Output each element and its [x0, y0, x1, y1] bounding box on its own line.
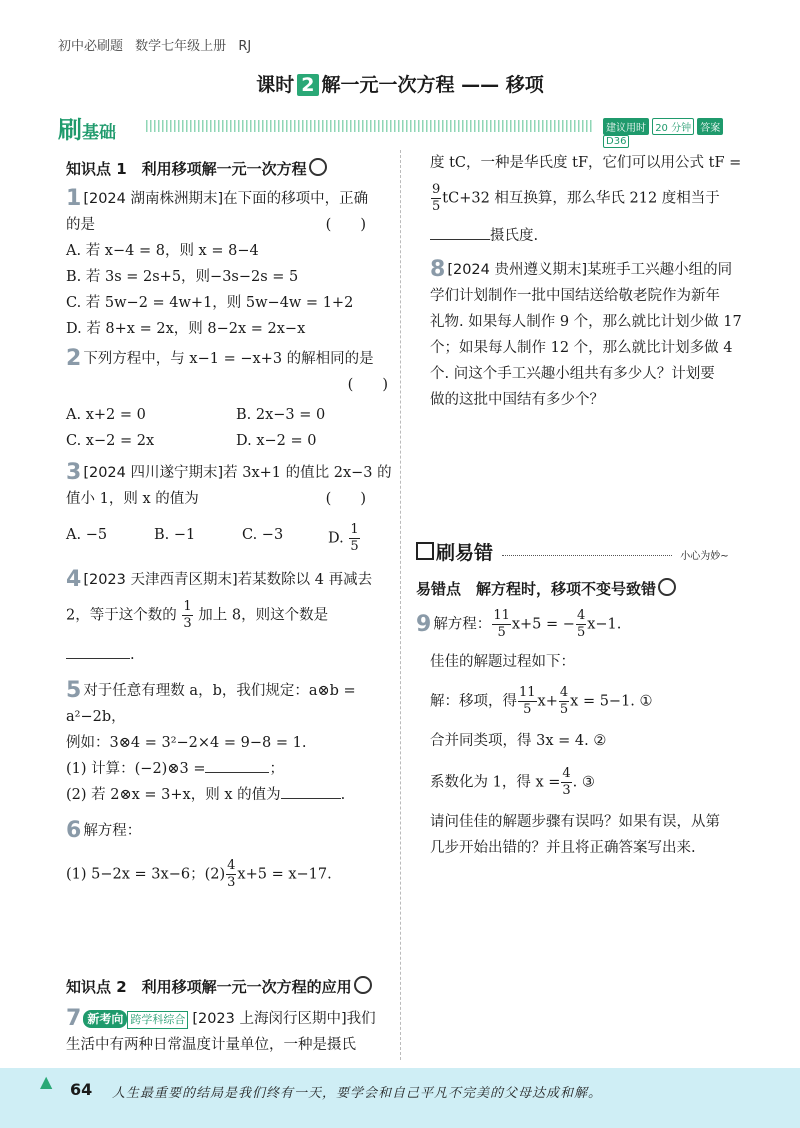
q5-blank-2[interactable]	[281, 798, 341, 799]
q3-stem-1: 若 3x+1 的值比 2x−3 的	[223, 465, 392, 481]
q9-number: 9	[416, 611, 432, 637]
q9-ask-2: 几步开始出错的？并且将正确答案写出来.	[430, 840, 696, 856]
page-footer	[0, 1068, 800, 1128]
q4-answer-blank[interactable]	[66, 658, 130, 659]
error-box-icon	[416, 542, 434, 560]
question-2	[66, 346, 396, 454]
q1-option-d: D. 若 8+x = 2x，则 8−2x = 2x−x	[66, 321, 306, 337]
kp2-text: 知识点 2 利用移项解一元一次方程的应用	[66, 978, 352, 996]
q8-line-2: 学们计划制作一批中国结送给敬老院作为新年	[430, 288, 720, 304]
question-1	[66, 186, 396, 342]
q4-fraction	[182, 599, 192, 632]
answer-label: 答案	[697, 118, 723, 135]
q1-stem-2: 的是	[66, 217, 95, 233]
time-label: 建议用时	[603, 118, 649, 135]
q1-number: 1	[66, 186, 82, 211]
error-deco-text: 小心为妙~	[680, 551, 729, 562]
q3-option-d	[328, 522, 408, 555]
check-icon	[354, 976, 372, 994]
subject-name: 数学七年级上册	[135, 39, 227, 54]
error-point	[416, 576, 756, 602]
q4-source: [2023 天津西青区期末]	[83, 572, 238, 588]
q4-frac-den: 3	[183, 616, 192, 631]
check-icon	[309, 158, 327, 176]
question-9	[416, 608, 756, 861]
question-8	[430, 257, 755, 413]
q9-step1-frac-1	[518, 685, 537, 718]
q7-cont-line-2: tC+32 相互换算，那么华氏 212 度相当于	[442, 190, 720, 207]
question-7-continued	[430, 150, 755, 249]
q3-number: 3	[66, 460, 82, 485]
q9-frac-2	[576, 608, 586, 641]
check-icon	[658, 578, 676, 596]
q2-option-c: C. x−2 = 2x	[66, 433, 155, 449]
hatch-divider	[146, 120, 594, 132]
q4-frac-num: 1	[183, 599, 192, 614]
q9-step3-b: . ③	[572, 774, 595, 791]
error-dotted-line	[502, 555, 672, 556]
time-value: 20 分钟	[652, 118, 694, 135]
q8-line-3: 礼物. 如果每人制作 9 个，那么就比计划少做 17	[430, 314, 742, 330]
q9-stem-b: x+5 = −	[511, 616, 575, 633]
q9-f2-num: 4	[576, 608, 586, 623]
q9-ask-1: 请问佳佳的解题步骤有误吗？如果有误，从第	[430, 814, 720, 830]
q1-option-a: A. 若 x−4 = 8，则 x = 8−4	[66, 243, 259, 259]
q6-frac-num: 4	[227, 858, 236, 873]
q9-step1-c: x = 5−1. ①	[570, 693, 653, 710]
q6-frac-den: 3	[227, 875, 236, 890]
edition-label: RJ	[238, 39, 252, 54]
error-section	[416, 540, 756, 861]
q9-step1-frac-2	[559, 685, 569, 718]
q3-d-denominator: 5	[350, 539, 359, 554]
lesson-prefix: 课时	[256, 74, 295, 96]
section-name: 基础	[82, 123, 116, 143]
q5-blank-1[interactable]	[205, 772, 269, 773]
q3-source: [2024 四川遂宁期末]	[83, 465, 224, 481]
q7-number: 7	[66, 1006, 82, 1031]
question-6	[66, 818, 396, 891]
q4-stem-2a: 2，等于这个数的	[66, 607, 177, 624]
q3-d-prefix: D.	[328, 530, 344, 547]
q9-step3-frac	[561, 766, 571, 799]
time-info	[603, 118, 750, 148]
q8-source: [2024 贵州遵义期末]	[447, 262, 588, 278]
q5-line-4: (2) 若 2⊗x = 3+x，则 x 的值为	[66, 787, 281, 803]
q9-frac-1	[492, 608, 511, 641]
q7-frac-den: 5	[432, 199, 441, 214]
q2-option-a: A. x+2 = 0	[66, 407, 146, 423]
q2-option-b: B. 2x−3 = 0	[236, 407, 326, 423]
question-5: 5 对于任意有理数 a，b，我们规定：a⊗b = a²−2b， 例如：3⊗4 = 3²−2×4 = 9−8 = 1. (1) 计算：(−2)⊗3 = ； (2) 若 2⊗x = 3+x，则 x 的值为 .	[66, 678, 396, 808]
q9-intro: 佳佳的解题过程如下：	[430, 654, 575, 670]
running-head	[58, 35, 259, 54]
section-bar-basic	[58, 110, 750, 147]
q9-step1-b: x+	[537, 693, 558, 710]
q7-stem-2: 生活中有两种日常温度计量单位，一种是摄氏	[66, 1037, 356, 1053]
knowledge-point-1	[66, 156, 396, 182]
q3-d-fraction	[349, 522, 359, 555]
answer-page: D36	[603, 135, 629, 148]
q9-s3-num: 4	[562, 766, 571, 781]
kp1-text: 知识点 1 利用移项解一元一次方程	[66, 160, 307, 178]
q9-f1-den: 5	[497, 625, 506, 640]
q9-step3-a: 系数化为 1，得 x =	[430, 774, 561, 791]
q8-number: 8	[430, 257, 446, 282]
cross-subject-badge: 跨学科综合	[127, 1011, 188, 1029]
error-section-logo	[416, 542, 493, 564]
q9-stem-a: 解方程：	[433, 616, 492, 633]
q6-stem: 解方程：	[83, 823, 142, 839]
q8-line-5: 个. 问这个手工兴趣小组共有多少人？计划要	[430, 366, 715, 382]
q7-cont-line-1: 度 tC，一种是华氏度 tF，它们可以用公式 tF =	[430, 155, 742, 171]
right-column	[430, 150, 755, 413]
q3-option-b: B. −1	[154, 527, 196, 543]
column-divider	[400, 150, 401, 1060]
q7-frac-num: 9	[432, 182, 441, 197]
q4-stem-1: 若某数除以 4 再减去	[237, 572, 373, 588]
q3-d-numerator: 1	[350, 522, 359, 537]
error-section-title: 刷易错	[436, 542, 494, 564]
q8-line-6: 做的这批中国结有多少个？	[430, 392, 604, 408]
q5-line-1: 对于任意有理数 a，b，我们规定：a⊗b = a²−2b，	[66, 683, 356, 725]
q4-stem-2b: 加上 8，则这个数是	[198, 607, 329, 624]
q5-line-3: (1) 计算：(−2)⊗3 =	[66, 761, 206, 777]
q9-step2: 合并同类项，得 3x = 4. ②	[430, 733, 607, 749]
q9-s1f2-num: 4	[559, 685, 569, 700]
q6-part-2: x+5 = x−17.	[237, 866, 332, 883]
q4-number: 4	[66, 567, 82, 592]
q9-f2-den: 5	[576, 625, 586, 640]
book-name: 初中必刷题	[58, 39, 124, 54]
q1-answer-paren: ( )	[325, 217, 366, 233]
new-trend-badge: 新考向	[83, 1010, 127, 1028]
q7-cont-line-3: 摄氏度.	[490, 228, 539, 244]
q1-option-c: C. 若 5w−2 = 4w+1，则 5w−4w = 1+2	[66, 295, 354, 311]
q9-s1f2-den: 5	[559, 702, 569, 717]
q7-answer-blank[interactable]	[430, 239, 490, 240]
q8-line-4: 个；如果每人制作 12 个，那么就比计划多做 4	[430, 340, 733, 356]
q9-s1f1-den: 5	[523, 702, 532, 717]
left-column	[66, 156, 396, 891]
question-3	[66, 460, 396, 555]
q5-number: 5	[66, 678, 82, 703]
q2-stem: 下列方程中，与 x−1 = −x+3 的解相同的是	[83, 351, 374, 367]
q1-option-b: B. 若 3s = 2s+5，则−3s−2s = 5	[66, 269, 299, 285]
q5-line-2: 例如：3⊗4 = 3²−2×4 = 9−8 = 1.	[66, 735, 307, 751]
footer-quote: 人生最重要的结局是我们终有一天，要学会和自己平凡不完美的父母达成和解。	[112, 1086, 603, 1101]
lesson-title	[0, 70, 800, 97]
q1-source: [2024 湖南株洲期末]	[83, 191, 224, 207]
section-logo	[58, 110, 116, 145]
lesson-heading: 解一元一次方程 —— 移项	[321, 74, 544, 96]
q3-option-c: C. −3	[242, 527, 284, 543]
page-number: 64	[70, 1080, 93, 1099]
q3-answer-paren: ( )	[325, 491, 366, 507]
q7-stem-1: 我们	[346, 1011, 376, 1027]
q9-s1f1-num: 11	[519, 685, 536, 700]
lesson-number: 2	[297, 74, 318, 96]
q9-step1-a: 解：移项，得	[430, 693, 517, 710]
section-logo-char: 刷	[58, 116, 82, 144]
error-point-text: 易错点 解方程时，移项不变号致错	[416, 580, 657, 598]
q8-line-1: 某班手工兴趣小组的同	[587, 262, 733, 278]
q2-number: 2	[66, 346, 82, 371]
q7-fraction	[431, 182, 441, 215]
q3-stem-2: 值小 1，则 x 的值为	[66, 491, 199, 507]
triangle-deco-icon: ▲	[40, 1072, 53, 1091]
q1-stem-1: 在下面的移项中，正确	[223, 191, 369, 207]
q9-f1-num: 11	[493, 608, 510, 623]
q2-option-d: D. x−2 = 0	[236, 433, 317, 449]
q2-answer-paren: ( )	[347, 377, 388, 393]
q6-number: 6	[66, 818, 82, 843]
q6-fraction	[226, 858, 236, 891]
q9-stem-c: x−1.	[587, 616, 622, 633]
knowledge-point-2	[66, 974, 396, 1000]
left-lower-block	[66, 974, 396, 1058]
q6-part-1: (1) 5−2x = 3x−6；(2)	[66, 866, 226, 883]
q9-s3-den: 3	[562, 783, 571, 798]
question-4: 4 [2023 天津西青区期末]若某数除以 4 再减去 2，等于这个数的 $\frac{1}{3}$ 加上 8，则这个数是 .	[66, 567, 373, 663]
q7-source: [2023 上海闵行区期中]	[192, 1011, 347, 1027]
q3-option-a: A. −5	[66, 527, 108, 543]
